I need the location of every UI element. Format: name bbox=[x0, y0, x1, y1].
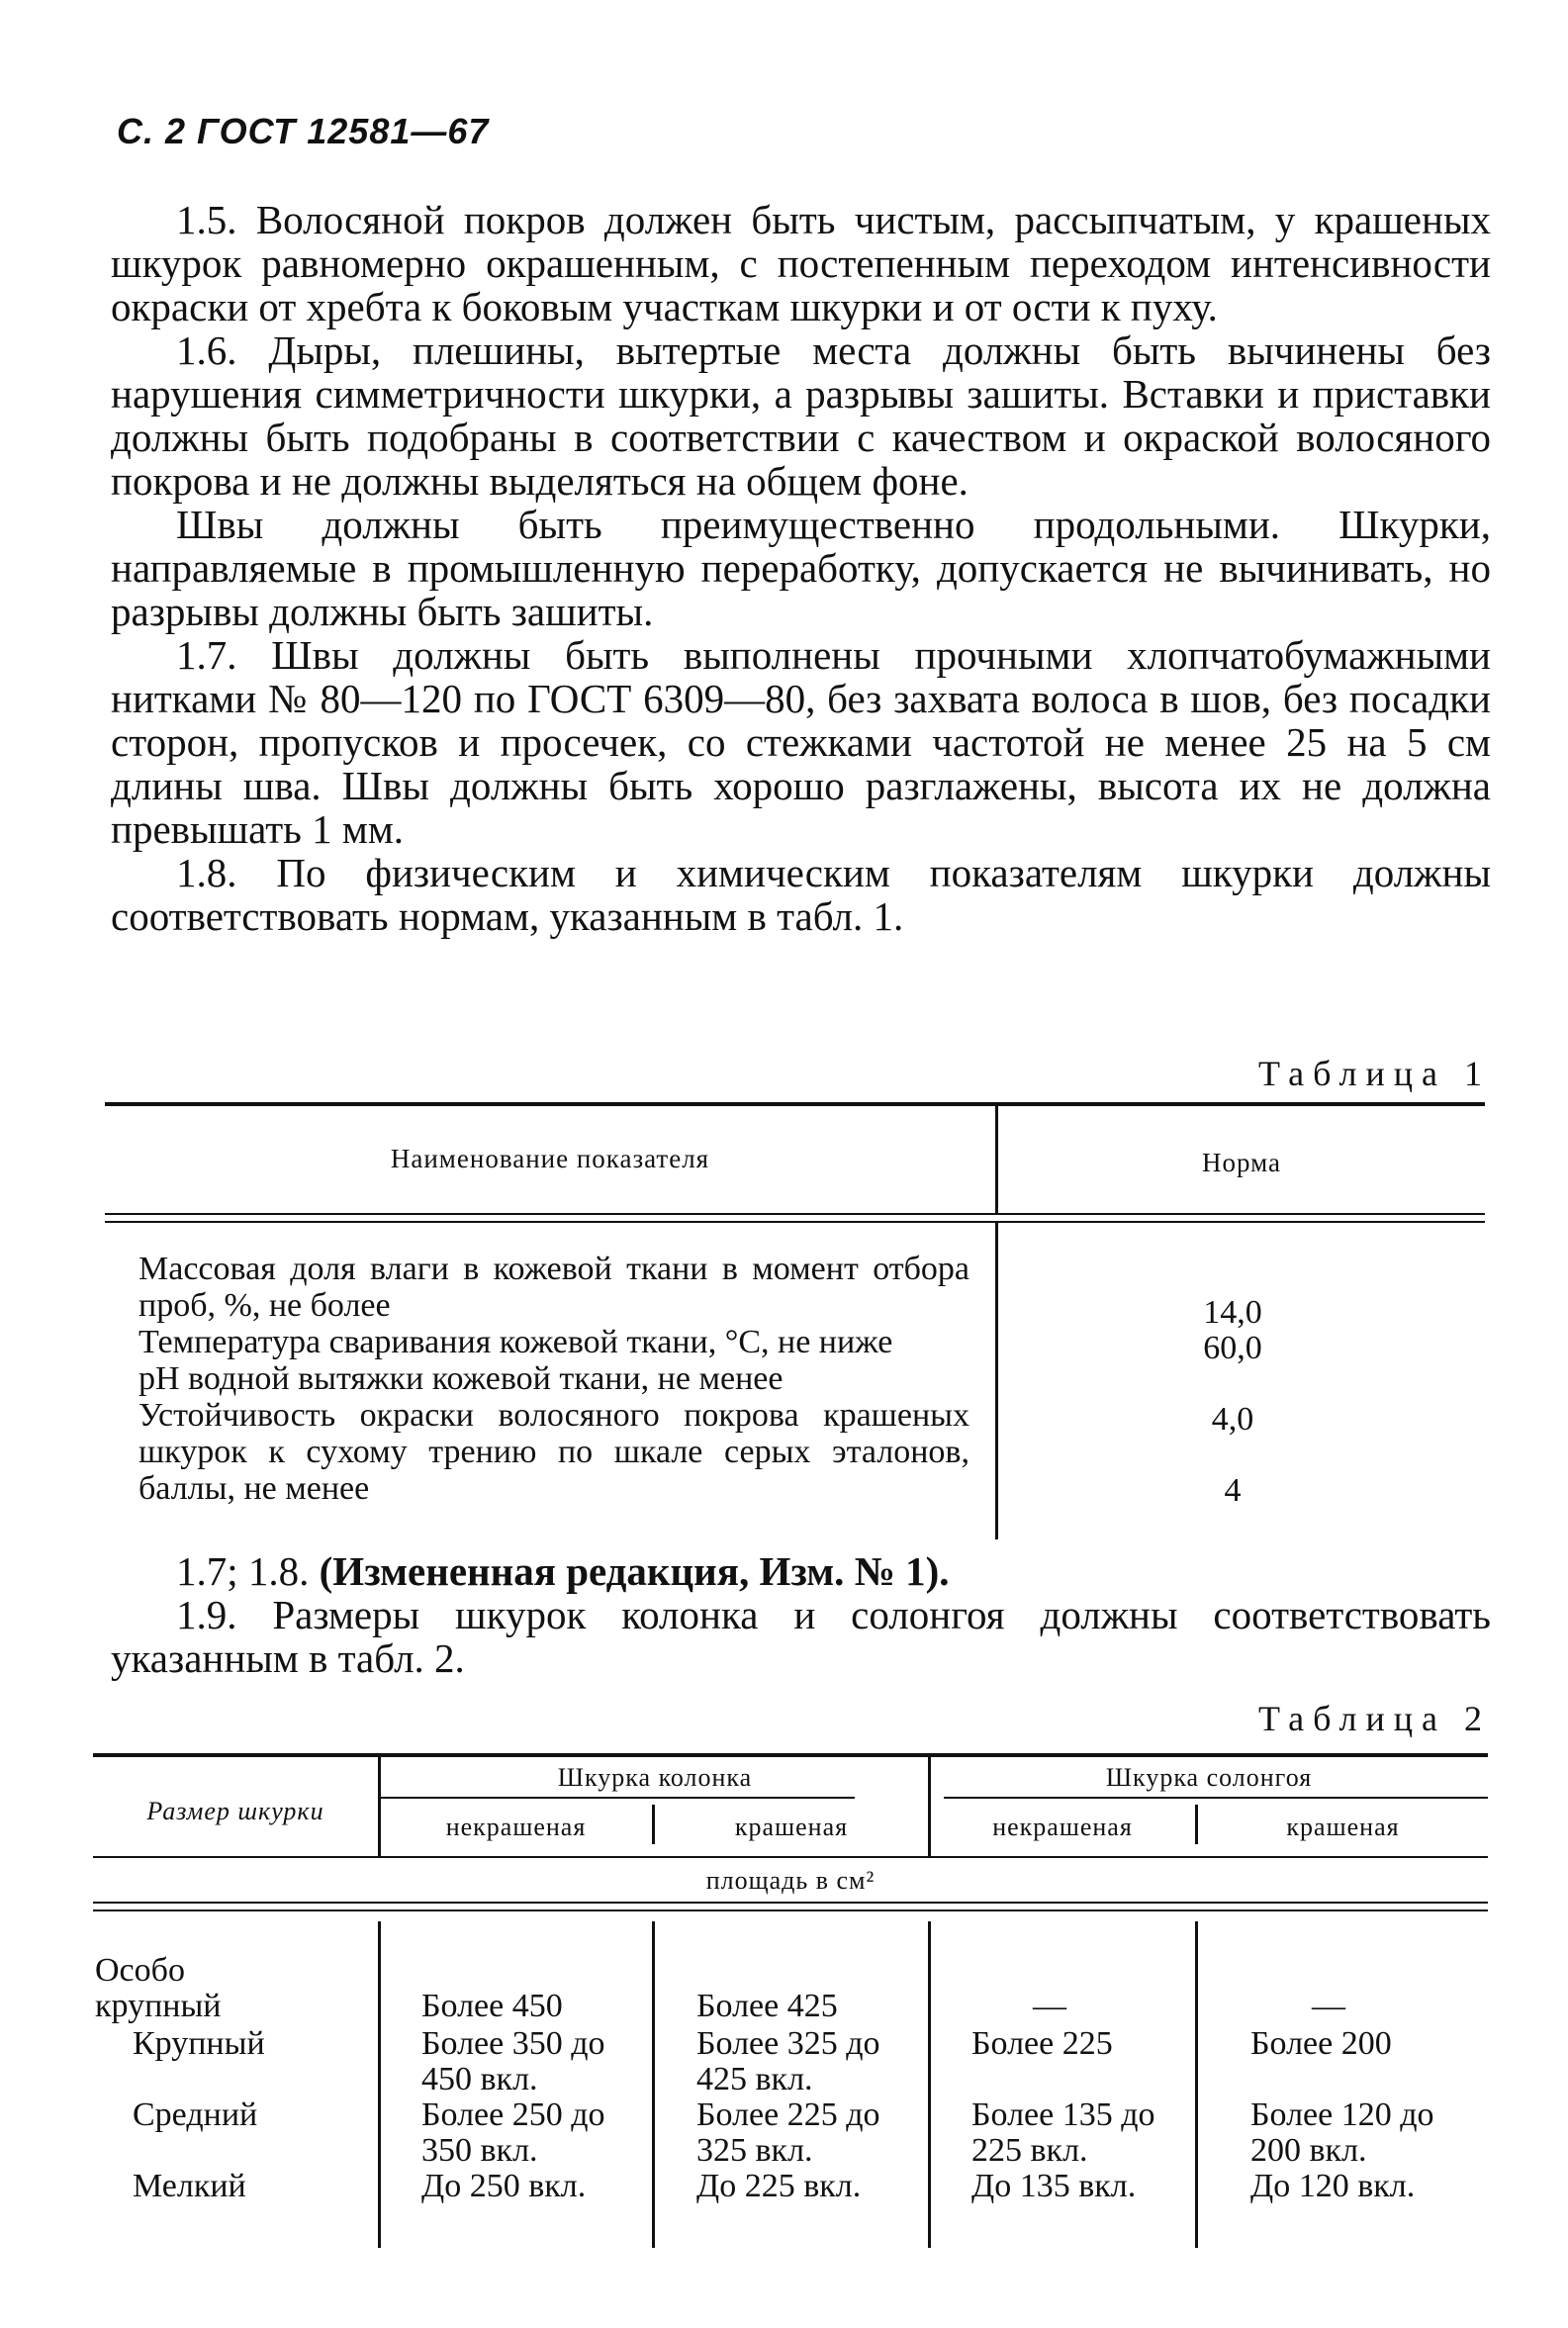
row-size: Крупный bbox=[133, 2025, 265, 2062]
row-kolonok-colored: Более 225 до 325 вкл. bbox=[696, 2096, 880, 2169]
solongoy-uncolored-header: некрашеная bbox=[992, 1813, 1133, 1841]
table-2-body-divider bbox=[378, 1921, 381, 2248]
row-name: Устойчивость окраски волосяного покрова крашеных шкурок к сухому трению по шкале серых эталонов, баллы, не менее bbox=[138, 1397, 969, 1507]
table-row bbox=[138, 1324, 969, 1360]
row-name: Температура сваривания кожевой ткани, °С, не ниже bbox=[138, 1324, 893, 1360]
table-1-body bbox=[138, 1251, 969, 1507]
row-kolonok-uncolored: Более 250 до 350 вкл. bbox=[421, 2096, 605, 2169]
row-solongoy-uncolored: Более 135 до 225 вкл. bbox=[971, 2096, 1155, 2169]
table-2-body-divider bbox=[652, 1921, 655, 2248]
solongoy-group-header: Шкурка солонгоя bbox=[1105, 1763, 1313, 1792]
row-value: 4,0 bbox=[1211, 1401, 1254, 1438]
paragraph-1-7: 1.7. Швы должны быть выполнены прочными хлопчатобумажными нитками № 80—120 по ГОСТ 6309—80, без захвата волоса в шов, без посадки сторон, пропусков и просечек, со стежками частотой не менее 25 на 5 см длины шва. Швы должны быть хорошо разглажены, высота их не должна превышать 1 мм. bbox=[111, 632, 1491, 852]
paragraph-1-5: 1.5. Волосяной покров должен быть чистым, рассыпчатым, у крашеных шкурок равномерно окрашенным, с постепенным переходом интенсивности окраски от хребта к боковым участкам шкурки и от ости к пуху. bbox=[111, 197, 1491, 329]
table-1-body-divider bbox=[995, 1223, 998, 1539]
amendment-note bbox=[111, 1549, 1491, 1593]
row-solongoy-uncolored: Более 225 bbox=[971, 2025, 1113, 2062]
row-kolonok-uncolored: Более 450 bbox=[421, 1988, 563, 2024]
table-row bbox=[138, 1397, 969, 1507]
amendment-prefix: 1.7; 1.8. bbox=[176, 1548, 310, 1594]
row-kolonok-uncolored: Более 350 до 450 вкл. bbox=[421, 2025, 605, 2097]
page-header: С. 2 ГОСТ 12581—67 bbox=[117, 111, 490, 151]
body-text-bottom bbox=[111, 1549, 1491, 1680]
row-kolonok-colored: Более 425 bbox=[696, 1988, 838, 2024]
row-value: 60,0 bbox=[1203, 1330, 1262, 1366]
table-row bbox=[138, 1251, 969, 1324]
body-text-top bbox=[111, 198, 1491, 938]
row-solongoy-colored: Более 200 bbox=[1250, 2025, 1392, 2062]
table-2-header-rule bbox=[93, 1856, 1488, 1858]
kolonok-colored-header: крашеная bbox=[734, 1813, 849, 1841]
table-2-unit-rule bbox=[93, 1902, 1488, 1904]
table-1-label: Таблица 1 bbox=[1258, 1054, 1491, 1093]
row-kolonok-colored: Более 325 до 425 вкл. bbox=[696, 2025, 880, 2097]
kolonok-uncolored-header: некрашеная bbox=[445, 1813, 587, 1841]
row-size: Средний bbox=[133, 2096, 258, 2133]
paragraph-1-6-seams: Швы должны быть преимущественно продольными. Шкурки, направляемые в промышленную переработку, допускается не вычинивать, но разрывы должны быть зашиты. bbox=[111, 502, 1491, 634]
row-solongoy-uncolored: До 135 вкл. bbox=[971, 2168, 1137, 2204]
area-unit-header: площадь в см² bbox=[705, 1866, 876, 1895]
row-value: 14,0 bbox=[1203, 1294, 1262, 1331]
table-1-top-rule bbox=[105, 1102, 1485, 1106]
table-1 bbox=[105, 1102, 1485, 1543]
row-solongoy-colored: До 120 вкл. bbox=[1250, 2168, 1416, 2204]
row-name: Массовая доля влаги в кожевой ткани в момент отбора проб, %, не более bbox=[138, 1251, 969, 1324]
kolonok-group-rule bbox=[380, 1797, 855, 1799]
row-solongoy-colored: Более 120 до 200 вкл. bbox=[1250, 2096, 1434, 2169]
table-1-col-name-header: Наименование показателя bbox=[390, 1144, 710, 1173]
row-solongoy-uncolored: — bbox=[1033, 1988, 1066, 2024]
row-kolonok-uncolored: До 250 вкл. bbox=[421, 2168, 587, 2204]
solongoy-colored-header: крашеная bbox=[1286, 1813, 1400, 1841]
paragraph-1-9: 1.9. Размеры шкурок колонка и солонгоя должны соответствовать указанным в табл. 2. bbox=[111, 1592, 1491, 1681]
row-value: 4 bbox=[1224, 1472, 1242, 1509]
kolonok-group-header: Шкурка колонка bbox=[557, 1763, 753, 1792]
amendment-bold: (Измененная редакция, Изм. № 1). bbox=[319, 1548, 950, 1594]
paragraph-1-8: 1.8. По физическим и химическим показателям шкурки должны соответствовать нормам, указанным в табл. 1. bbox=[111, 850, 1491, 939]
table-1-header-rule-double bbox=[105, 1221, 1485, 1223]
row-size: Мелкий bbox=[133, 2168, 246, 2204]
table-2-label: Таблица 2 bbox=[1258, 1699, 1491, 1738]
row-kolonok-colored: До 225 вкл. bbox=[696, 2168, 862, 2204]
table-2-col-size-header: Размер шкурки bbox=[146, 1797, 324, 1825]
table-2-top-rule bbox=[93, 1753, 1488, 1757]
table-1-header-rule bbox=[105, 1213, 1485, 1215]
table-2 bbox=[93, 1753, 1488, 2248]
row-name: pH водной вытяжки кожевой ткани, не менее bbox=[138, 1360, 784, 1397]
table-row bbox=[138, 1360, 969, 1397]
table-2-unit-rule-double bbox=[93, 1909, 1488, 1911]
table-2-body-divider bbox=[928, 1921, 931, 2248]
row-solongoy-colored: — bbox=[1312, 1988, 1345, 2024]
paragraph-1-6: 1.6. Дыры, плешины, вытертые места должны быть вычинены без нарушения симметричности шкурки, а разрывы зашиты. Вставки и приставки должны быть подобраны в соответствии с качеством и окраской волосяного покрова и не должны выделяться на общем фоне. bbox=[111, 327, 1491, 504]
solongoy-group-rule bbox=[944, 1797, 1488, 1799]
row-size: Особо крупный bbox=[95, 1952, 222, 2024]
table-1-col-norm-header: Норма bbox=[1202, 1148, 1281, 1177]
table-2-body-divider bbox=[1195, 1921, 1198, 2248]
